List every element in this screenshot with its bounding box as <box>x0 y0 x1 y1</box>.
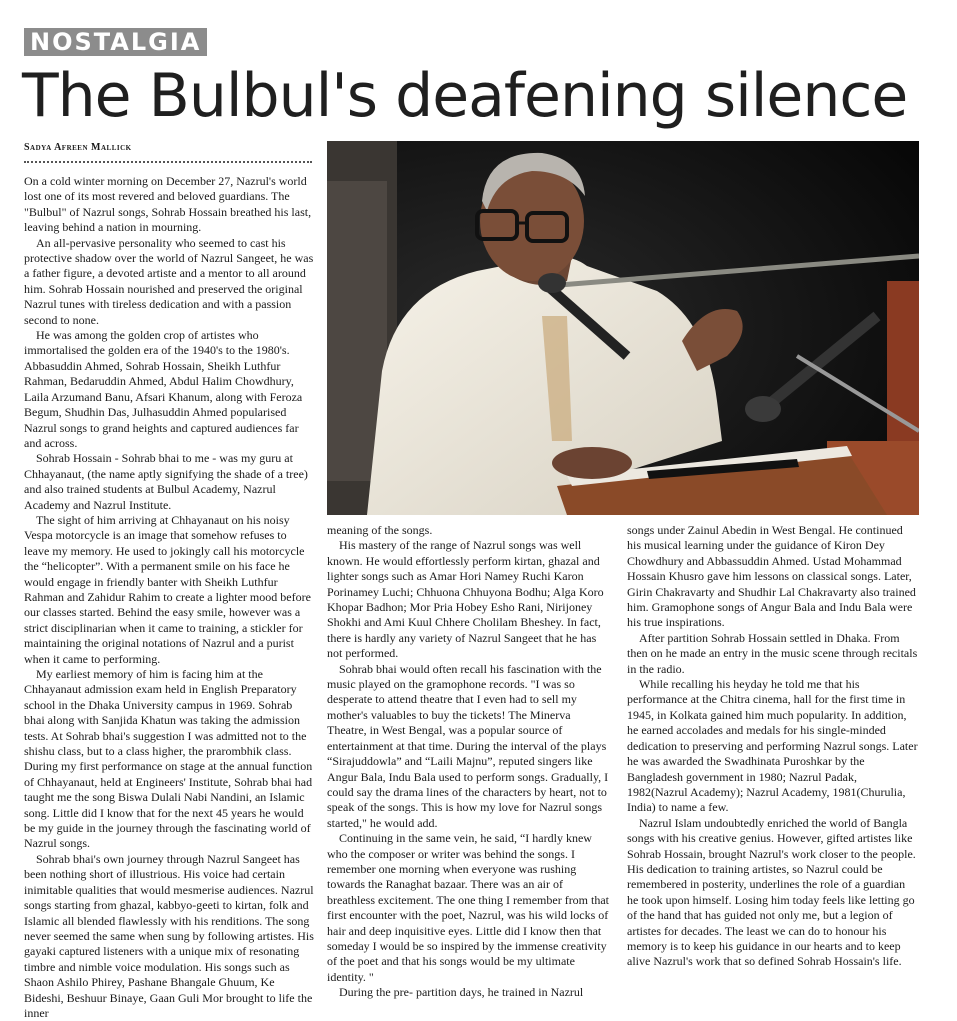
section-tag: NOSTALGIA <box>24 28 207 56</box>
byline-divider <box>24 161 312 163</box>
article-paragraph: An all-pervasive personality who seemed to cast his protective shadow over the world of Nazrul Sangeet, he was a father figure, a devoted artiste and a mentor to all around him. Sohrab Hossain nourished and preserved the original Nazrul tunes with tireless dedication and with a passion second to none. <box>24 235 314 327</box>
article-paragraph: Continuing in the same vein, he said, “I hardly knew who the composer or writer was behind the songs. I remember one morning when everyone was rushing towards the Ranaghat bazaar. There was an air of breathless excitement. The one thing I remember from that first encounter with the poet, Nazrul, was his wild locks of hair and deep inquisitive eyes. Little did I know then that someday I would be so inspired by the immense creativity of the poet and that his songs would be my ultimate identity. " <box>327 831 610 984</box>
article-column-2 <box>327 523 610 1001</box>
article-paragraph: songs under Zainul Abedin in West Bengal. He continued his musical learning under the guidance of Kiron Dey Chowdhury and Abbassuddin Ahmed. Ustad Mohammad Hossain Khusro gave him lessons on classical songs. Later, Girin Chakravarty and Shudhir Lal Chakravarty also trained him. Gramophone songs of Angur Bala and Indu Bala were his true inspirations. <box>627 523 916 630</box>
article-paragraph: He was among the golden crop of artistes who immortalised the golden era of the 1940's to the 1980's. Abbasuddin Ahmed, Sohrab Hossain, Sheikh Luthfur Rahman, Bedaruddin Ahmed, Abdul Halim Chowdhury, Laila Arzumand Banu, Afsari Khanum, along with Feroza Begum, Shudhin Das, Julhasuddin Ahmed popularised Nazrul songs to grand heights and captured audiences far and across. <box>24 328 303 450</box>
article-paragraph: During the pre- partition days, he trained in Nazrul <box>339 985 584 1000</box>
article-paragraph: My earliest memory of him is facing him at the Chhayanaut admission exam held in English Preparatory school in the Dhaka University campus in 1969. Sohrab bhai along with Sanjida Khatun was taking the admission tests. At Sohrab bhai's suggestion I was admitted not to the shishu class, but to a class higher, the prarombhik class. During my first performance on stage at the annual function of Chhayanaut, held at Engineers' Institute, Sohrab bhai had taught me the song Biswa Dulali Nabi Nandini, an Islamic song. Little did I know that for the next 45 years he would be my guide in the journey through the fascinating world of Nazrul songs. <box>24 667 313 851</box>
article-paragraph: On a cold winter morning on December 27, Nazrul's world lost one of its most revered and beloved guardians. The "Bulbul" of Nazrul songs, Sohrab Hossain breathed his last, leaving behind a nation in mourning. <box>24 174 312 235</box>
article-paragraph: After partition Sohrab Hossain settled in Dhaka. From then on he made an entry in the music scene through recitals in the radio. <box>627 630 918 676</box>
article-paragraph: Sohrab bhai's own journey through Nazrul Sangeet has been nothing short of illustrious. His voice had certain inimitable qualities that would mesmerise audiences. Nazrul songs starting from ghazal, kabbyo-geeti to kirtan, folk and Islamic all blended flawlessly with his renditions. The song never seemed the same when sung by following artistes. His gayaki captured listeners with a unique mix of resonating timbre and nimble voice modulation. His songs such as Shaon Ashilo Phirey, Pashane Bhangale Ghuum, Ke Bideshi, Beshuur Binaye, Gaan Guli Mor brought to life the inner <box>24 851 314 1020</box>
byline: Sadya Afreen Mallick <box>24 142 132 153</box>
article-paragraph: His mastery of the range of Nazrul songs was well known. He would effortlessly perform kirtan, ghazal and lighter songs such as Amar Hori Namey Ruchi Karon Porinamey Luchi; Chhuona Chhuyona Bodhu; Alga Koro Khopar Badhon; Mor Pria Hobey Esho Rani, Nirijoney Shokhi and Ami Kuul Chhere Cholilam Bheshey. In fact, there is hardly any variety of Nazrul Sangeet that he has not performed. <box>327 538 604 661</box>
article-paragraph: Sohrab bhai would often recall his fascination with the music played on the gramophone records. "I was so desperate to attend theatre that I even had to sell my mother's valuables to buy the tickets! The Minerva Theatre, in West Bengal, was a popular source of entertainment at that time. During the interval of the plays “Sirajuddowla” and “Laili Majnu”, reputed singers like Angur Bala, Indu Bala used to perform songs. Gradually, I could say the drama lines of the characters by heart, not to speak of the songs. This is how my love for Nazrul songs started," he would add. <box>327 661 609 830</box>
article-paragraph: Sohrab Hossain - Sohrab bhai to me - was my guru at Chhayanaut, (the name aptly signifying the shade of a tree) and also trained students at Bulbul Academy, Nazrul Academy and Nazrul Institute. <box>24 451 308 512</box>
article-paragraph: While recalling his heyday he told me that his performance at the Chitra cinema, hall for the first time in 1945, in Kolkata gained him much popularity. In addition, he earned accolades and medals for his single-minded dedication to preserving and performing Nazrul songs. Later he was awarded the Swadhinata Puroshkar by the Bangladesh government in 1980; Nazrul Padak, 1982(Nazrul Academy); Nazrul Academy, 1981(Churulia, India) to name a few. <box>627 677 918 815</box>
article-column-3 <box>627 523 919 970</box>
article-column-1 <box>24 174 314 1021</box>
singer-photo <box>327 141 919 515</box>
headline: The Bulbul's deafening silence <box>22 61 908 131</box>
article-paragraph: The sight of him arriving at Chhayanaut on his noisy Vespa motorcycle is an image that somehow refuses to leave my memory. He used to jokingly call his motorcycle the “helicopter”. With a permanent smile on his face he would engage in friendly banter with Sheikh Luthfur Rahman and Zahidur Rahim to create a lighter mood before our classes started. Behind the easy smile, however was a strict disciplinarian when it came to training, a stickler for maintaining the original notations of Nazrul and a purist when it came to performing. <box>24 512 311 666</box>
article-paragraph: Nazrul Islam undoubtedly enriched the world of Bangla songs with his creative genius. However, gifted artistes like Sohrab Hossain, brought Nazrul's work closer to the people. His dedication to training artistes, so Nazrul could be remembered in posterity, underlines the role of a guardian he took upon himself. Losing him today feels like letting go of the hand that has guided not only me, but a legion of artistes for decades. The least we can do to honour his memory is to keep his guidance in our hearts and to keep alive Nazrul's work that so defined Sohrab Hossain's life. <box>627 815 916 969</box>
article-paragraph: meaning of the songs. <box>327 523 433 537</box>
